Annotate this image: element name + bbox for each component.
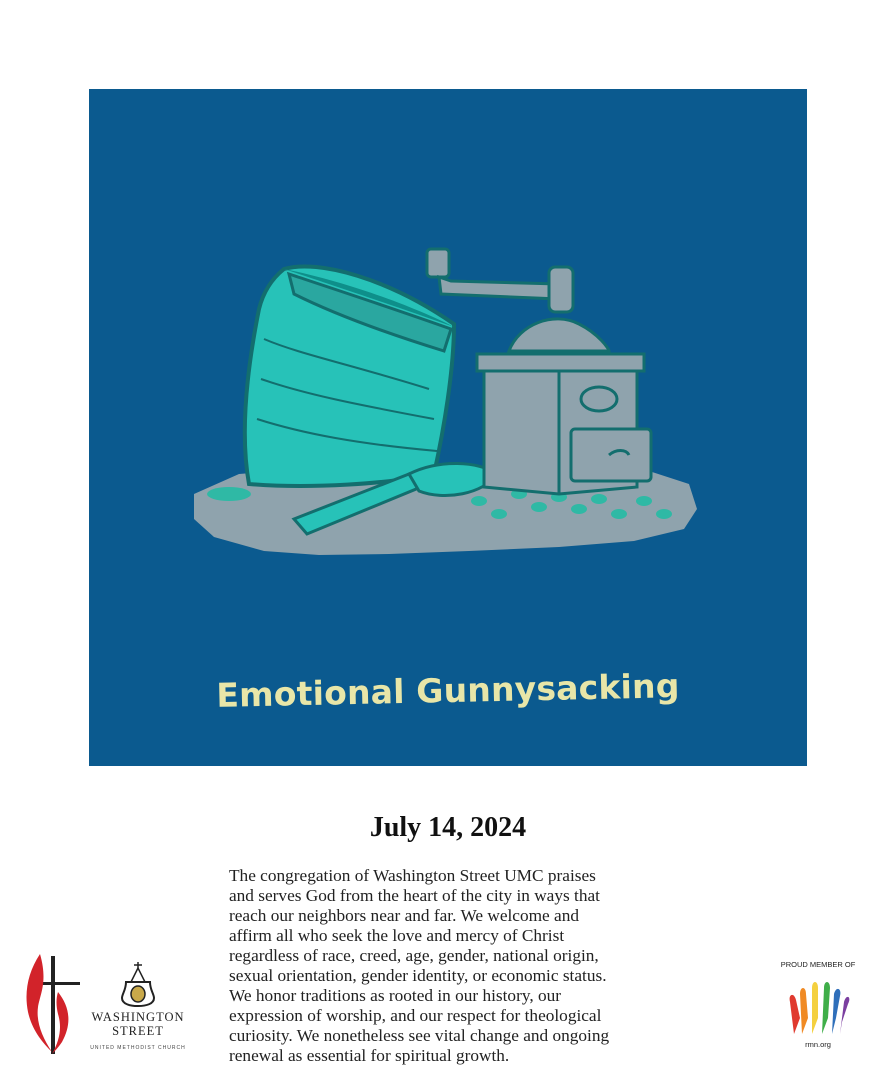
church-steeple-icon bbox=[88, 960, 188, 1010]
rmn-url: rmn.org bbox=[805, 1040, 831, 1049]
rmn-top-text: PROUD MEMBER OF bbox=[780, 960, 856, 969]
church-name-line1: WASHINGTON bbox=[91, 1010, 185, 1024]
cross-and-flame-icon bbox=[22, 952, 82, 1056]
church-subtitle: UNITED METHODIST CHURCH bbox=[90, 1045, 186, 1051]
rainbow-hands-icon bbox=[772, 972, 864, 1038]
rmn-badge bbox=[772, 960, 864, 1052]
mission-line: reach our neighbors near and far. We welcome and bbox=[229, 906, 580, 925]
mission-line: regardless of race, creed, age, gender, national origin, bbox=[229, 946, 599, 965]
church-logo bbox=[88, 960, 188, 1056]
mission-line: We honor traditions as rooted in our history, our bbox=[229, 986, 562, 1005]
service-date: July 14, 2024 bbox=[369, 812, 527, 843]
mission-statement bbox=[229, 866, 659, 1066]
mission-line: and serves God from the heart of the city in ways that bbox=[229, 886, 600, 905]
church-name-line2: STREET bbox=[112, 1024, 164, 1038]
mission-line: The congregation of Washington Street UMC praises bbox=[229, 866, 596, 885]
mission-line: sexual orientation, gender identity, or economic status. bbox=[229, 966, 607, 985]
mission-line: curiosity. We nonetheless see vital change and ongoing bbox=[229, 1026, 610, 1045]
sack-and-coffee-grinder-illustration bbox=[89, 89, 807, 766]
cover-title: Emotional Gunnysacking bbox=[216, 666, 680, 715]
mission-line: expression of worship, and our respect for theological bbox=[229, 1006, 602, 1025]
mission-line: renewal as essential for spiritual growth. bbox=[229, 1046, 510, 1065]
mission-line: affirm all who seek the love and mercy of Christ bbox=[229, 926, 565, 945]
cover-image bbox=[89, 89, 807, 766]
